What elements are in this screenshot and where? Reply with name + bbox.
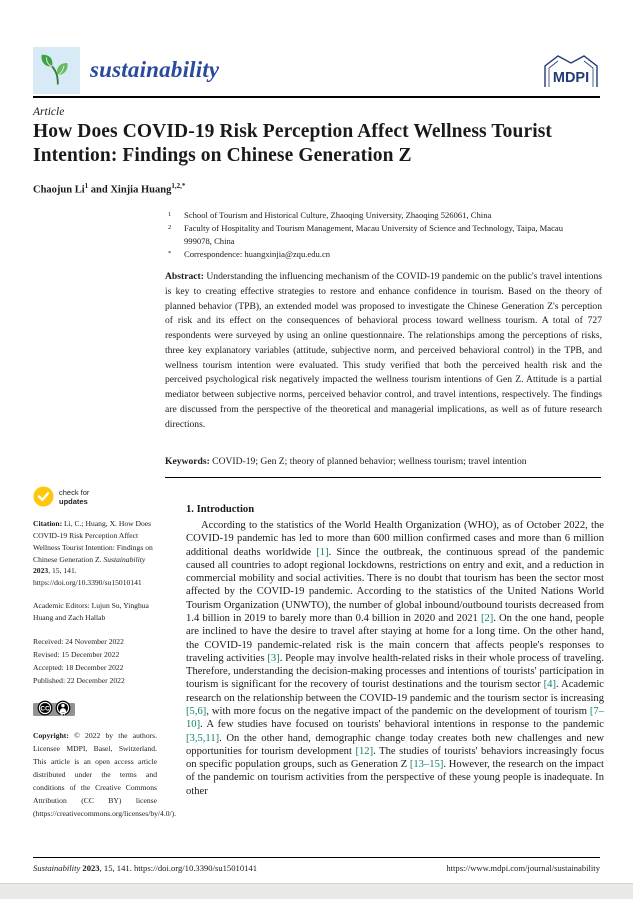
section-heading-introduction: 1. Introduction xyxy=(186,504,255,515)
citation-doi-link[interactable]: https://doi.org/10.3390/su15010141 xyxy=(33,578,142,588)
citation-ref[interactable]: [4] xyxy=(543,679,556,691)
authors-line: Chaojun Li$^1$ and Xinjia Huang$^{1,2,*}$ xyxy=(33,182,186,196)
check-for-updates-button[interactable] xyxy=(33,486,157,509)
received-date: Received: 24 November 2022 xyxy=(33,637,124,647)
citation-ref[interactable]: [5,6] xyxy=(186,705,207,717)
copyright-notice: Copyright: © 2022 by the authors. Licensee MDPI, Basel, Switzerland. This article is an open access article distributed under the terms and conditions of the Creative Commons Attribution (CC BY) license (https://creativecommons.org/licenses/by/4.0/). xyxy=(33,730,177,819)
main-text-column xyxy=(186,504,604,798)
header-divider xyxy=(33,96,600,98)
svg-text:MDPI: MDPI xyxy=(552,70,590,86)
cc-by-icon[interactable] xyxy=(33,699,157,721)
accepted-date: Accepted: 18 December 2022 xyxy=(33,663,124,673)
check-for-updates-label: check for updates xyxy=(59,487,90,506)
sidebar-meta-column xyxy=(33,486,177,820)
revised-date: Revised: 15 December 2022 xyxy=(33,650,120,660)
affiliations-list xyxy=(168,209,598,261)
keywords: Keywords: COVID-19; Gen Z; theory of planned behavior; wellness tourism; travel intention xyxy=(165,456,527,467)
keywords-label: Keywords: xyxy=(165,456,210,467)
footer-journal-url[interactable]: https://www.mdpi.com/journal/sustainability xyxy=(446,863,600,873)
citation-ref[interactable]: [1] xyxy=(316,546,329,558)
affiliation-row: 2 Faculty of Hospitality and Tourism Management, Macau University of Science and Technology, Taipa, Macau 999078, China xyxy=(168,222,564,246)
journal-logo-box xyxy=(33,47,80,94)
citation-ref[interactable]: [13–15] xyxy=(409,759,444,771)
citation-ref[interactable]: [3,5,11] xyxy=(186,732,220,744)
journal-name: sustainability xyxy=(90,57,220,82)
author-name: Chaojun Li xyxy=(33,184,85,196)
citation-ref[interactable]: [12] xyxy=(355,745,374,757)
citation-block: Citation: Li, C.; Huang, X. How Does COVID-19 Risk Perception Affect Wellness Tourist Intention: Findings on Chinese Generation Z. Sustainability 2023, 15, 141. https://doi.org/10.3390/su15010141 xyxy=(33,519,153,588)
check-circle-icon xyxy=(33,486,54,509)
svg-text:BY: BY xyxy=(60,712,66,717)
article-type-label: Article xyxy=(33,106,65,118)
affiliation-row: 1 School of Tourism and Historical Culture, Zhaoqing University, Zhaoqing 526061, China xyxy=(168,210,492,220)
correspondence-row[interactable]: * Correspondence: huangxinjia@zqu.edu.cn xyxy=(168,248,598,261)
article-history xyxy=(33,636,157,688)
published-date: Published: 22 December 2022 xyxy=(33,676,125,686)
introduction-paragraph: According to the statistics of the World Health Organization (WHO), as of October 2022, the COVID-19 pandemic has led to more than 600 million confirmed cases and more than 6 million additional deaths worldwide [1]. Since the outbreak, the continuous spread of the pandemic caused all countries to adopt regional lockdowns, restrictions on entry and exit, and a reduction in commercial mobility and social activities. There is no doubt that tourism has been the sector most affected by the COVID-19 pandemic. According to the statistics of the United Nations World Tourism Organization (UNWTO), the number of global inbound/outbound tourists decreased from 1.4 billion in 2019 to barely more than 0.4 billion in 2020 and 2021 [2]. On the one hand, people are inclined to have the desire to travel after staying at home for a long time. On the other hand, the COVID-19 pandemic-related risk is the main concern that affects people's responses to traveling activities [3]. People may involve health-related risks in their whole process of traveling. Therefore, understanding the decision-making processes and intentions of tourists' participation in tourism is significant for the recovery of tourist destinations and the tourism sector [4]. Academic research on the relationship between the COVID-19 pandemic and the tourism sector is increasing [5,6], with more focus on the negative impact of the pandemic on the development of tourism [7–10]. A few studies have focused on tourists' behavioral intentions in response to the pandemic [3,5,11]. On the other hand, demographic change today creates both new challenges and new opportunities for tourism development [12]. The studies of tourists' behaviors increasingly focus on specific population groups, such as Generation Z [13–15]. However, the research on the impact of the pandemic on tourism activities from the perspective of these young people is inadequate. In other xyxy=(186,520,605,797)
author-affil-sup: 1 xyxy=(84,182,89,190)
author-affil-sup: 1,2,* xyxy=(171,182,186,190)
footer-divider xyxy=(33,857,600,858)
citation-ref[interactable]: [2] xyxy=(480,612,494,624)
citation-ref[interactable]: [3] xyxy=(267,652,280,664)
svg-text:CC: CC xyxy=(40,705,50,713)
mdpi-open-book-icon xyxy=(541,51,601,98)
correspondence-email[interactable]: Correspondence: huangxinjia@zqu.edu.cn xyxy=(184,248,331,259)
abstract-label: Abstract: xyxy=(165,271,204,282)
page-edge xyxy=(0,883,633,891)
seedling-plant-icon xyxy=(38,49,76,92)
citation-label: Citation: xyxy=(33,519,63,528)
abstract: Abstract: Understanding the influencing mechanism of the COVID-19 pandemic on the public's travel intentions is key to creating effective strategies to restore and enhance confidence in tourism. Based on the theory of planned behavior (TPB), an extended model was proposed to investigate the Chinese Generation Z's perception of risk and its effect on the consequences of behavioral process toward wellness tourism. A total of 727 respondents were surveyed by using an online questionnaire. The relationships among the perceptions of risks, three key explanatory variables (attitude, subjective norm, and perceived behavioral control) in the TPB, and wellness tourism intention were evaluated. This study verified that both the perceived health risk and the perceived psychological risk negatively impacted the wellness tourism intentions of Gen Z. Attitude is a partial mediator between subjective norms, perceived behavior control, and travel intentions, respectively. The findings are discussed from the perspective of the theoretical and managerial implications, as well as of future research directions. xyxy=(165,271,602,430)
academic-editors: Academic Editors: Lujun Su, Yinghua Huang and Zach Hallab xyxy=(33,601,149,623)
page-title: How Does COVID-19 Risk Perception Affect Wellness Tourist Intention: Findings on Chinese Generation Z xyxy=(33,121,553,166)
citation-journal: Sustainability xyxy=(103,554,146,564)
citation-ref[interactable]: [7–10] xyxy=(186,705,604,731)
author-name: Xinjia Huang xyxy=(110,184,172,196)
footer xyxy=(33,863,600,873)
footer-citation[interactable]: Sustainability 2023, 15, 141. https://doi.org/10.3390/su15010141 xyxy=(33,863,258,873)
keywords-divider xyxy=(165,477,601,478)
